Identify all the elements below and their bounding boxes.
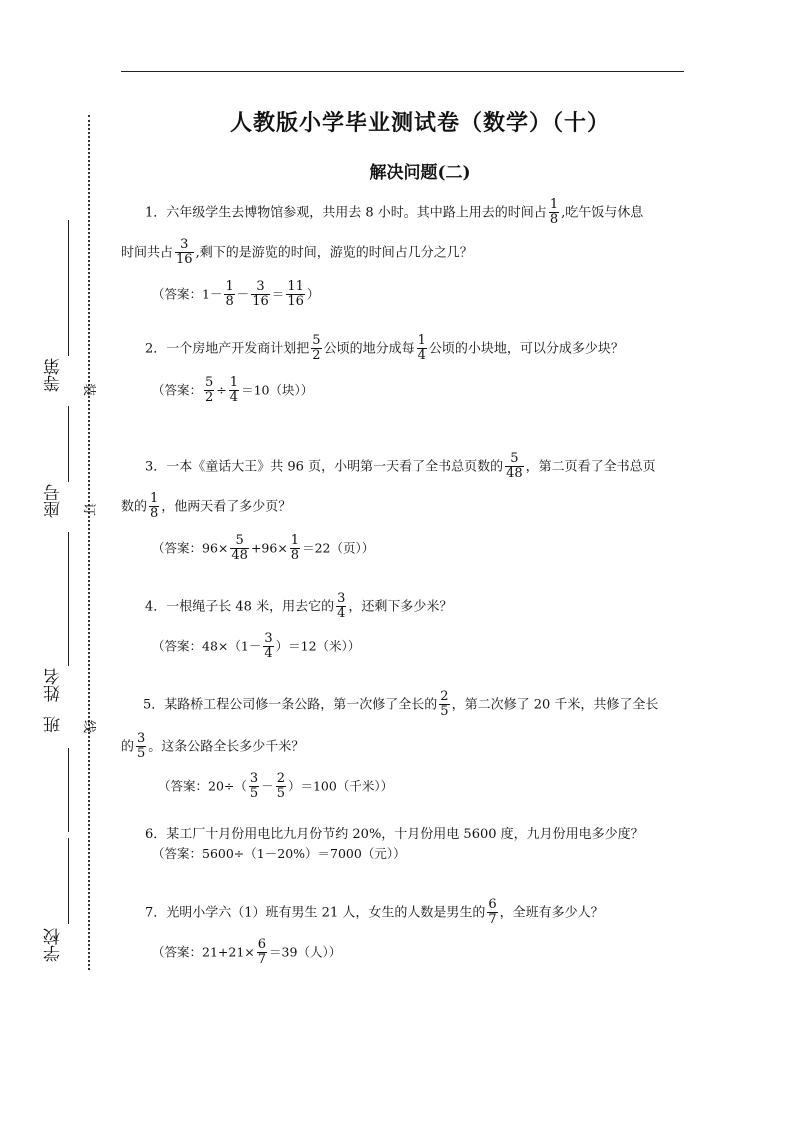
problem-5-line-1: 5．某路桥工程公司修一条公路，第一次修了全长的 $\frac{2}{5}$ ，第二次修了 20 千米，共修了全长 — [143, 689, 659, 720]
fraction: $\frac{5}{48}$ — [506, 451, 523, 482]
problem-5-answer: （答案：20÷（ $\frac{3}{5}$ － $\frac{2}{5}$ ）＝100（千米）） — [158, 771, 394, 802]
problem-1-line-1: 1．六年级学生去博物馆参观，共用去 8 小时。其中路上用去的时间占 $\frac{1}{8}$ ,吃午饭与休息 — [145, 197, 644, 228]
problem-2-answer: （答案： $\frac{5}{2}$ ÷ $\frac{1}{4}$ ＝10（块）） — [152, 375, 314, 406]
problem-3-line-2: 数的 $\frac{1}{8}$ ，他两天看了多少页？ — [121, 491, 292, 522]
problem-6-answer: （答案：5600÷（1－20%）＝7000（元）） — [152, 846, 406, 861]
class-label: 班 — [44, 716, 64, 733]
fraction: $\frac{2}{5}$ — [440, 689, 449, 720]
fraction: $\frac{11}{16}$ — [287, 279, 304, 310]
name-blank[interactable] — [68, 532, 69, 666]
problem-3-line-1: 3．一本《童话大王》共 96 页，小明第一天看了全书总页数的 $\frac{5}{48}$ ，第二页看了全书总页 — [145, 451, 656, 482]
problem-1-line-2: 时间共占 $\frac{3}{16}$ ,剩下的是游览的时间，游览的时间占几分之几？ — [121, 237, 473, 268]
problem-6-line-1: 6．某工厂十月份用电比九月份节约 20%，十月份用电 5600 度，九月份用电多少度？ — [145, 827, 644, 842]
school-label: 学校 — [44, 928, 64, 962]
fraction: $\frac{6}{7}$ — [488, 897, 497, 928]
fraction: $\frac{5}{48}$ — [231, 533, 248, 564]
problem-4-line-1: 4．一根绳子长 48 米，用去它的 $\frac{3}{4}$ ，还剩下多少米？ — [145, 591, 453, 622]
header-rule — [121, 71, 684, 72]
fraction: $\frac{2}{5}$ — [276, 771, 285, 802]
problem-2-line-1: 2．一个房地产开发商计划把 $\frac{5}{2}$ 公顷的地分成每 $\frac{1}{4}$ 公顷的小块地，可以分成多少块？ — [145, 333, 624, 364]
fraction: $\frac{5}{2}$ — [205, 375, 214, 406]
fraction: $\frac{3}{16}$ — [176, 237, 193, 268]
binding-dotted-line — [88, 115, 90, 970]
name-label: 姓名 — [44, 668, 64, 702]
problem-5-line-2: 的 $\frac{3}{5}$ 。这条公路全长多少千米？ — [121, 731, 305, 762]
page-title: 人教版小学毕业测试卷（数学）（十） — [229, 110, 610, 136]
fraction: $\frac{3}{5}$ — [249, 771, 259, 802]
fraction: $\frac{1}{4}$ — [229, 375, 239, 406]
grade-label: 等第 — [44, 358, 64, 392]
problem-7-answer: （答案：21+21× $\frac{6}{7}$ ＝39（人）） — [152, 937, 342, 968]
binding-mark-top: 装 — [81, 382, 97, 397]
fraction: $\frac{1}{8}$ — [549, 197, 559, 228]
problem-3-answer: （答案：96× $\frac{5}{48}$ +96× $\frac{1}{8}$ ＝22（页）） — [152, 533, 375, 564]
school-blank[interactable] — [68, 838, 69, 924]
fraction: $\frac{6}{7}$ — [257, 937, 267, 968]
fraction: $\frac{1}{8}$ — [150, 491, 159, 522]
fraction: $\frac{3}{4}$ — [264, 631, 273, 662]
fraction: $\frac{1}{8}$ — [290, 533, 300, 564]
problem-1-answer: （答案：1－ $\frac{1}{8}$ － $\frac{3}{16}$ ＝ $\frac{11}{16}$ ） — [152, 279, 320, 310]
fraction: $\frac{3}{16}$ — [252, 279, 269, 310]
seat-blank[interactable] — [68, 406, 69, 482]
fraction: $\frac{1}{8}$ — [225, 279, 234, 310]
fraction: $\frac{1}{4}$ — [417, 333, 426, 364]
problem-7-line-1: 7．光明小学六（1）班有男生 21 人，女生的人数是男生的 $\frac{6}{7}$ ，全班有多少人？ — [145, 897, 604, 928]
section-title: 解决问题(二) — [369, 163, 471, 183]
problem-4-answer: （答案：48×（1－ $\frac{3}{4}$ ）＝12（米）） — [152, 631, 361, 662]
fraction: $\frac{5}{2}$ — [312, 333, 321, 364]
binding-mark-mid: 订 — [81, 502, 97, 517]
grade-blank[interactable] — [68, 220, 69, 356]
fraction: $\frac{3}{5}$ — [137, 731, 146, 762]
class-blank[interactable] — [68, 748, 69, 832]
fraction: $\frac{3}{4}$ — [337, 591, 346, 622]
seat-label: 座号 — [44, 484, 64, 518]
binding-mark-bottom: 线 — [81, 719, 97, 734]
